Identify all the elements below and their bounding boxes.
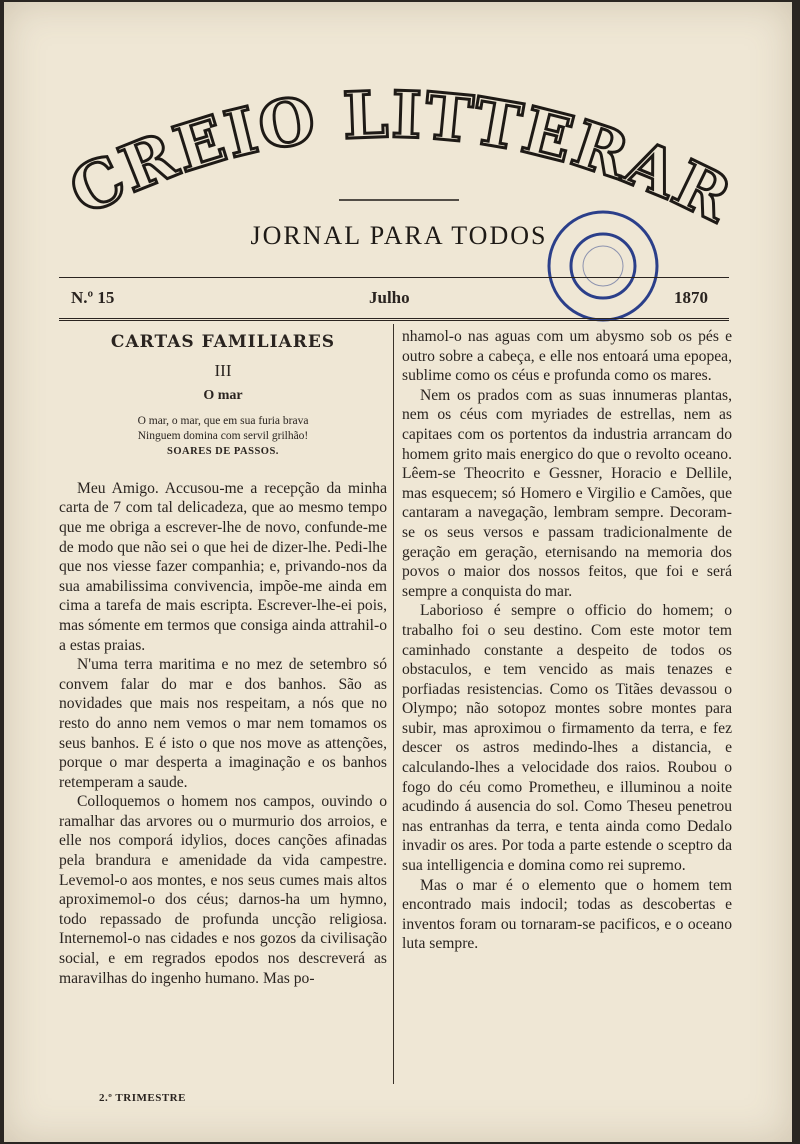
section-number: III	[214, 360, 232, 380]
epigraph-line: O mar, o mar, que em sua furia brava	[137, 414, 309, 427]
issue-number: N.º 15	[71, 288, 115, 307]
article-subtitle: O mar	[203, 388, 243, 404]
issue-year: 1870	[674, 288, 708, 307]
paragraph: nhamol-o nas aguas com um abysmo sob os pés e outro sobre a cabeça, e elle nos entoará uma epopea, sublime como os céus e profunda como os mares.	[402, 328, 732, 385]
footer-trimester: 2.º TRIMESTRE	[99, 1092, 186, 1104]
dateline	[59, 277, 729, 321]
epigraph	[59, 414, 387, 459]
epigraph-author: SOARES DE PASSOS.	[167, 445, 279, 457]
newspaper-page	[4, 2, 792, 1142]
masthead-subtitle: JORNAL PARA TODOS	[250, 221, 548, 250]
paragraph: N'uma terra maritima e no mez de setembro só convem falar do mar e dos banhos. São as novidades que mais nos respeitam, a nós que no resto do anno nem vemos o mar nem tomamos os seus banhos. E é isto o que nos move as attenções, porque o mar desperta a imaginação e os banhos retemperam a saude.	[59, 656, 387, 791]
paragraph: Mas o mar é o elemento que o homem tem encontrado mais indocil; todas as descobertas e inventos foram ou tornaram-se pacificos, e o oceano luta sempre.	[402, 876, 732, 953]
masthead-title: CREIO LITTERAR	[58, 77, 744, 239]
left-column	[59, 327, 387, 988]
right-column	[402, 327, 732, 954]
paragraph: Meu Amigo. Accusou-me a recepção da minha carta de 7 com tal delicadeza, que ao mesmo tempo que me obriga a escrever-lhe de novo, confunde-me de modo que não sei o que hei de dizer-lhe. Pedi-lhe que nos viesse fazer companhia; e, privando-nos da sua amabilissima convivencia, impõe-me ainda em cima a tarefa de mais escripta. Escrever-lhe-ei pois, mas sómente em termos que consiga ainda attrahil-o a estas praias.	[59, 479, 387, 654]
section-title: CARTAS FAMILIARES	[110, 332, 336, 352]
column-divider	[393, 324, 394, 1084]
issue-month: Julho	[369, 288, 410, 307]
epigraph-line: Ninguem domina com servil grilhão!	[137, 429, 309, 442]
paragraph: Nem os prados com as suas innumeras plantas, nem os céus com myriades de estrellas, nem as capitaes com os portentos da industria arrancam do homem grito mais energico do que o revolto oceano. Lêem-se Theocrito e Gessner, Horacio e Dellile, mas esquecem; só Homero e Virgilio e Camões, que cantaram a navegação, lembram sempre. Decoram-se os seus versos e passam tradicionalmente de geração em geração, eternisando na memoria dos povos o maior dos nossos feitos, que foi e será sempre a conquista do mar.	[402, 386, 732, 600]
paragraph: Laborioso é sempre o officio do homem; o trabalho foi o seu destino. Com este motor tem caminhado constante a despeito de todos os obstaculos, e tem vencido as mais tenazes e porfiadas resistencias. Como os Titães devassou o Olympo; não sotopoz montes sobre montes para subir, mas aproximou o firmamento da terra, e fez descer os astros medindo-lhes a distancia, e calculando-lhes a velocidade dos raios. Roubou o fogo do céu como Prometheu, e illuminou a noite acudindo á ausencia do sol. Como Theseu penetrou nas entranhas da terra, e tenta ainda como Dedalo invadir os ares. Por toda a parte estende o sceptro da sua intelligencia e domina como rei supremo.	[402, 602, 732, 875]
paragraph: Colloquemos o homem nos campos, ouvindo o ramalhar das arvores ou o murmurio dos arroios, e elle nos comporá idylios, doces canções afinadas pela brandura e amenidade da vida campestre. Levemol-o aos montes, e nos seus cumes mais altos aproximemol-o dos céus; darnos-ha um hymno, todo repassado de profunda uncção religiosa. Internemol-o nas cidades e nos gozos da civilisação social, e em regrados epodos nos descreverá as maravilhas do ingenho humano. Mas po-	[59, 793, 387, 987]
